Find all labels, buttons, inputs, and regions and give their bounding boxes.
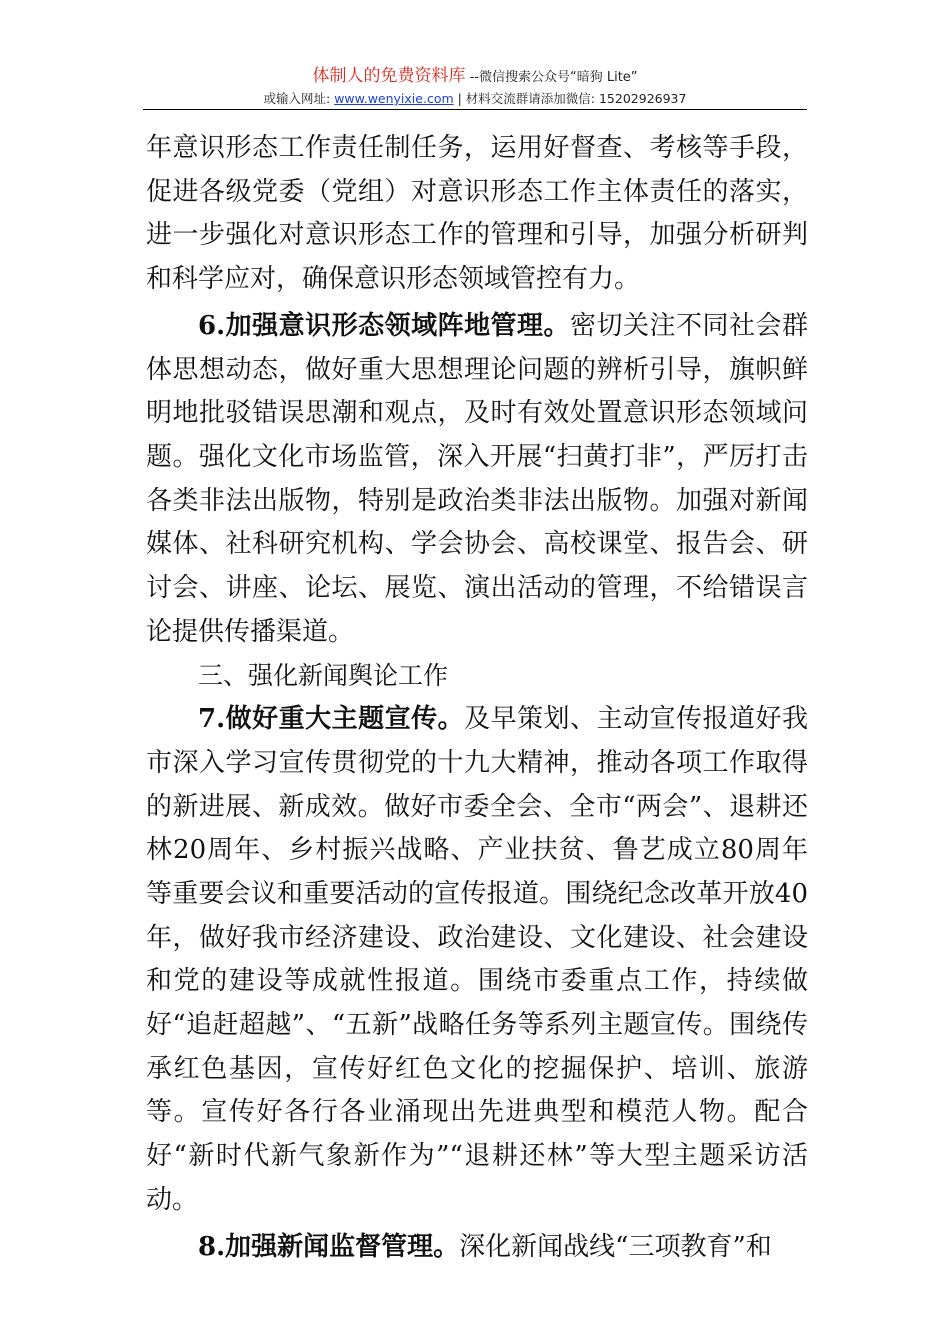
header-contact-line — [0, 90, 950, 108]
header-url-link[interactable]: www.wenyixie.com — [334, 91, 454, 106]
paragraph-8 — [146, 1226, 808, 1270]
paragraph-7-title: 7.做好重大主题宣传。 — [198, 704, 465, 735]
paragraph-7-body: 及早策划、主动宣传报道好我市深入学习宣传贯彻党的十九大精神，推动各项工作取得的新进展、新成效。做好市委全会、全市“两会”、退耕还林20周年、乡村振兴战略、产业扶贫、鲁艺成立80周年等重要会议和重要活动的宣传报道。围绕纪念改革开放40年，做好我市经济建设、政治建设、文化建设、社会建设和党的建设等成就性报道。围绕市委重点工作，持续做好“追赶超越”、“五新”战略任务等系列主题宣传。围绕传承红色基因，宣传好红色文化的挖掘保护、培训、旅游等。宣传好各行各业涌现出先进典型和模范人物。配合好“新时代新气象新作为”“退耕还林”等大型主题采访活动。 — [146, 704, 808, 1215]
page-header — [0, 66, 950, 108]
section-3-heading: 三、强化新闻舆论工作 — [198, 661, 449, 691]
header-subtitle: --微信搜索公众号“暗狗 Lite” — [465, 70, 638, 85]
paragraph-6-title: 6.加强意识形态领域阵地管理。 — [198, 310, 571, 341]
paragraph-6 — [146, 305, 808, 655]
paragraph-6-body: 密切关注不同社会群体思想动态，做好重大思想理论问题的辨析引导，旗帜鲜明地批驳错误思潮和观点，及时有效处置意识形态领域问题。强化文化市场监管，深入开展“扫黄打非”，严厉打击各类非法出版物，特别是政治类非法出版物。加强对新闻媒体、社科研究机构、学会协会、高校课堂、报告会、研讨会、讲座、论坛、展览、演出活动的管理，不给错误言论提供传播渠道。 — [146, 310, 808, 647]
document-body — [146, 127, 808, 1269]
header-title-line — [0, 66, 950, 88]
header-brand: 体制人的免费资料库 — [312, 66, 466, 86]
paragraph-8-title: 8.加强新闻监督管理。 — [198, 1231, 460, 1262]
header-contact-suffix: | 材料交流群请添加微信: 15202926937 — [453, 91, 687, 106]
paragraph-1: 年意识形态工作责任制任务，运用好督查、考核等手段，促进各级党委（党组）对意识形态工作主体责任的落实，进一步强化对意识形态工作的管理和引导，加强分析研判和科学应对，确保意识形态领域管控有力。 — [146, 133, 808, 295]
header-divider — [143, 109, 807, 110]
header-url-prefix: 或输入网址: — [263, 91, 335, 106]
paragraph-8-body: 深化新闻战线“三项教育”和 — [459, 1231, 772, 1262]
paragraph-7 — [146, 698, 808, 1222]
